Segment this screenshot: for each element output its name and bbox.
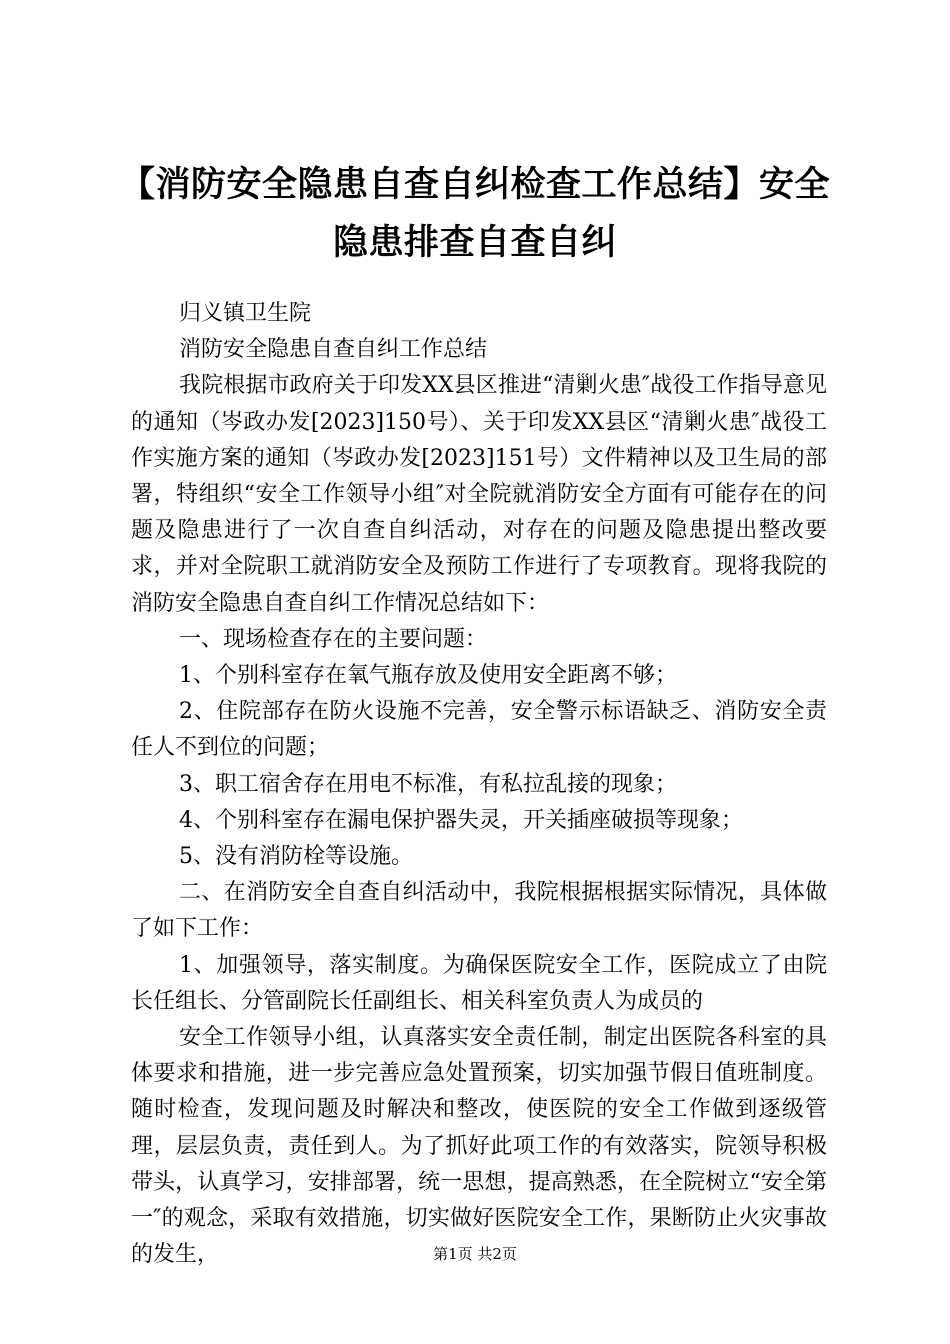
problem-item-3: 3、职工宿舍存在用电不标准，有私拉乱接的现象； xyxy=(179,771,677,797)
section-heading-problems: 一、现场检查存在的主要问题： xyxy=(179,626,488,652)
document-body xyxy=(131,296,827,1273)
section-heading-actions: 二、在消防安全自查自纠活动中，我院根据根据实际情况，具体做了如下工作： xyxy=(131,880,827,942)
title-line-1: 【消防安全隐患自查自纠检查工作总结】安全 xyxy=(119,165,830,205)
problem-item-1: 1、个别科室存在氧气瓶存放及使用安全距离不够； xyxy=(179,663,677,689)
title-line-2: 隐患排查自查自纠 xyxy=(332,223,617,263)
action-item-1-continued: 安全工作领导小组，认真落实安全责任制，制定出医院各科室的具体要求和措施，进一步完善应急处置预案，切实加强节假日值班制度。随时检查，发现问题及时解决和整改，使医院的安全工作做到逐级管理，层层负责，责任到人。为了抓好此项工作的有效落实，院领导积极带头，认真学习，安排部署，统一思想，提高熟悉，在全院树立“安全第一″的观念，采取有效措施，切实做好医院安全工作，果断防止火灾事故的发生， xyxy=(131,1025,827,1268)
problem-item-4: 4、个别科室存在漏电保护器失灵，开关插座破损等现象； xyxy=(179,807,743,833)
page-footer: 第1页 共2页 xyxy=(433,1245,517,1263)
organization-name: 归义镇卫生院 xyxy=(179,301,312,326)
problem-item-2: 2、住院部存在防火设施不完善，安全警示标语缺乏、消防安全责任人不到位的问题； xyxy=(131,699,827,761)
report-subtitle: 消防安全隐患自查自纠工作总结 xyxy=(179,337,488,363)
document-title xyxy=(112,156,838,272)
action-item-1: 1、加强领导，落实制度。为确保医院安全工作，医院成立了由院长任组长、分管副院长任副组长、相关科室负责人为成员的 xyxy=(131,952,827,1014)
problem-item-5: 5、没有消防栓等设施。 xyxy=(179,844,413,870)
intro-paragraph: 我院根据市政府关于印发XX县区推进“清剿火患″战役工作指导意见的通知（岑政办发[2023]150号）、关于印发XX县区“清剿火患″战役工作实施方案的通知（岑政办发[2023]151号）文件精神以及卫生局的部署，特组织“安全工作领导小组″对全院就消防安全方面有可能存在的问题及隐患进行了一次自查自纠活动，对存在的问题及隐患提出整改要求，并对全院职工就消防安全及预防工作进行了专项教育。现将我院的消防安全隐患自查自纠工作情况总结如下： xyxy=(131,373,827,616)
